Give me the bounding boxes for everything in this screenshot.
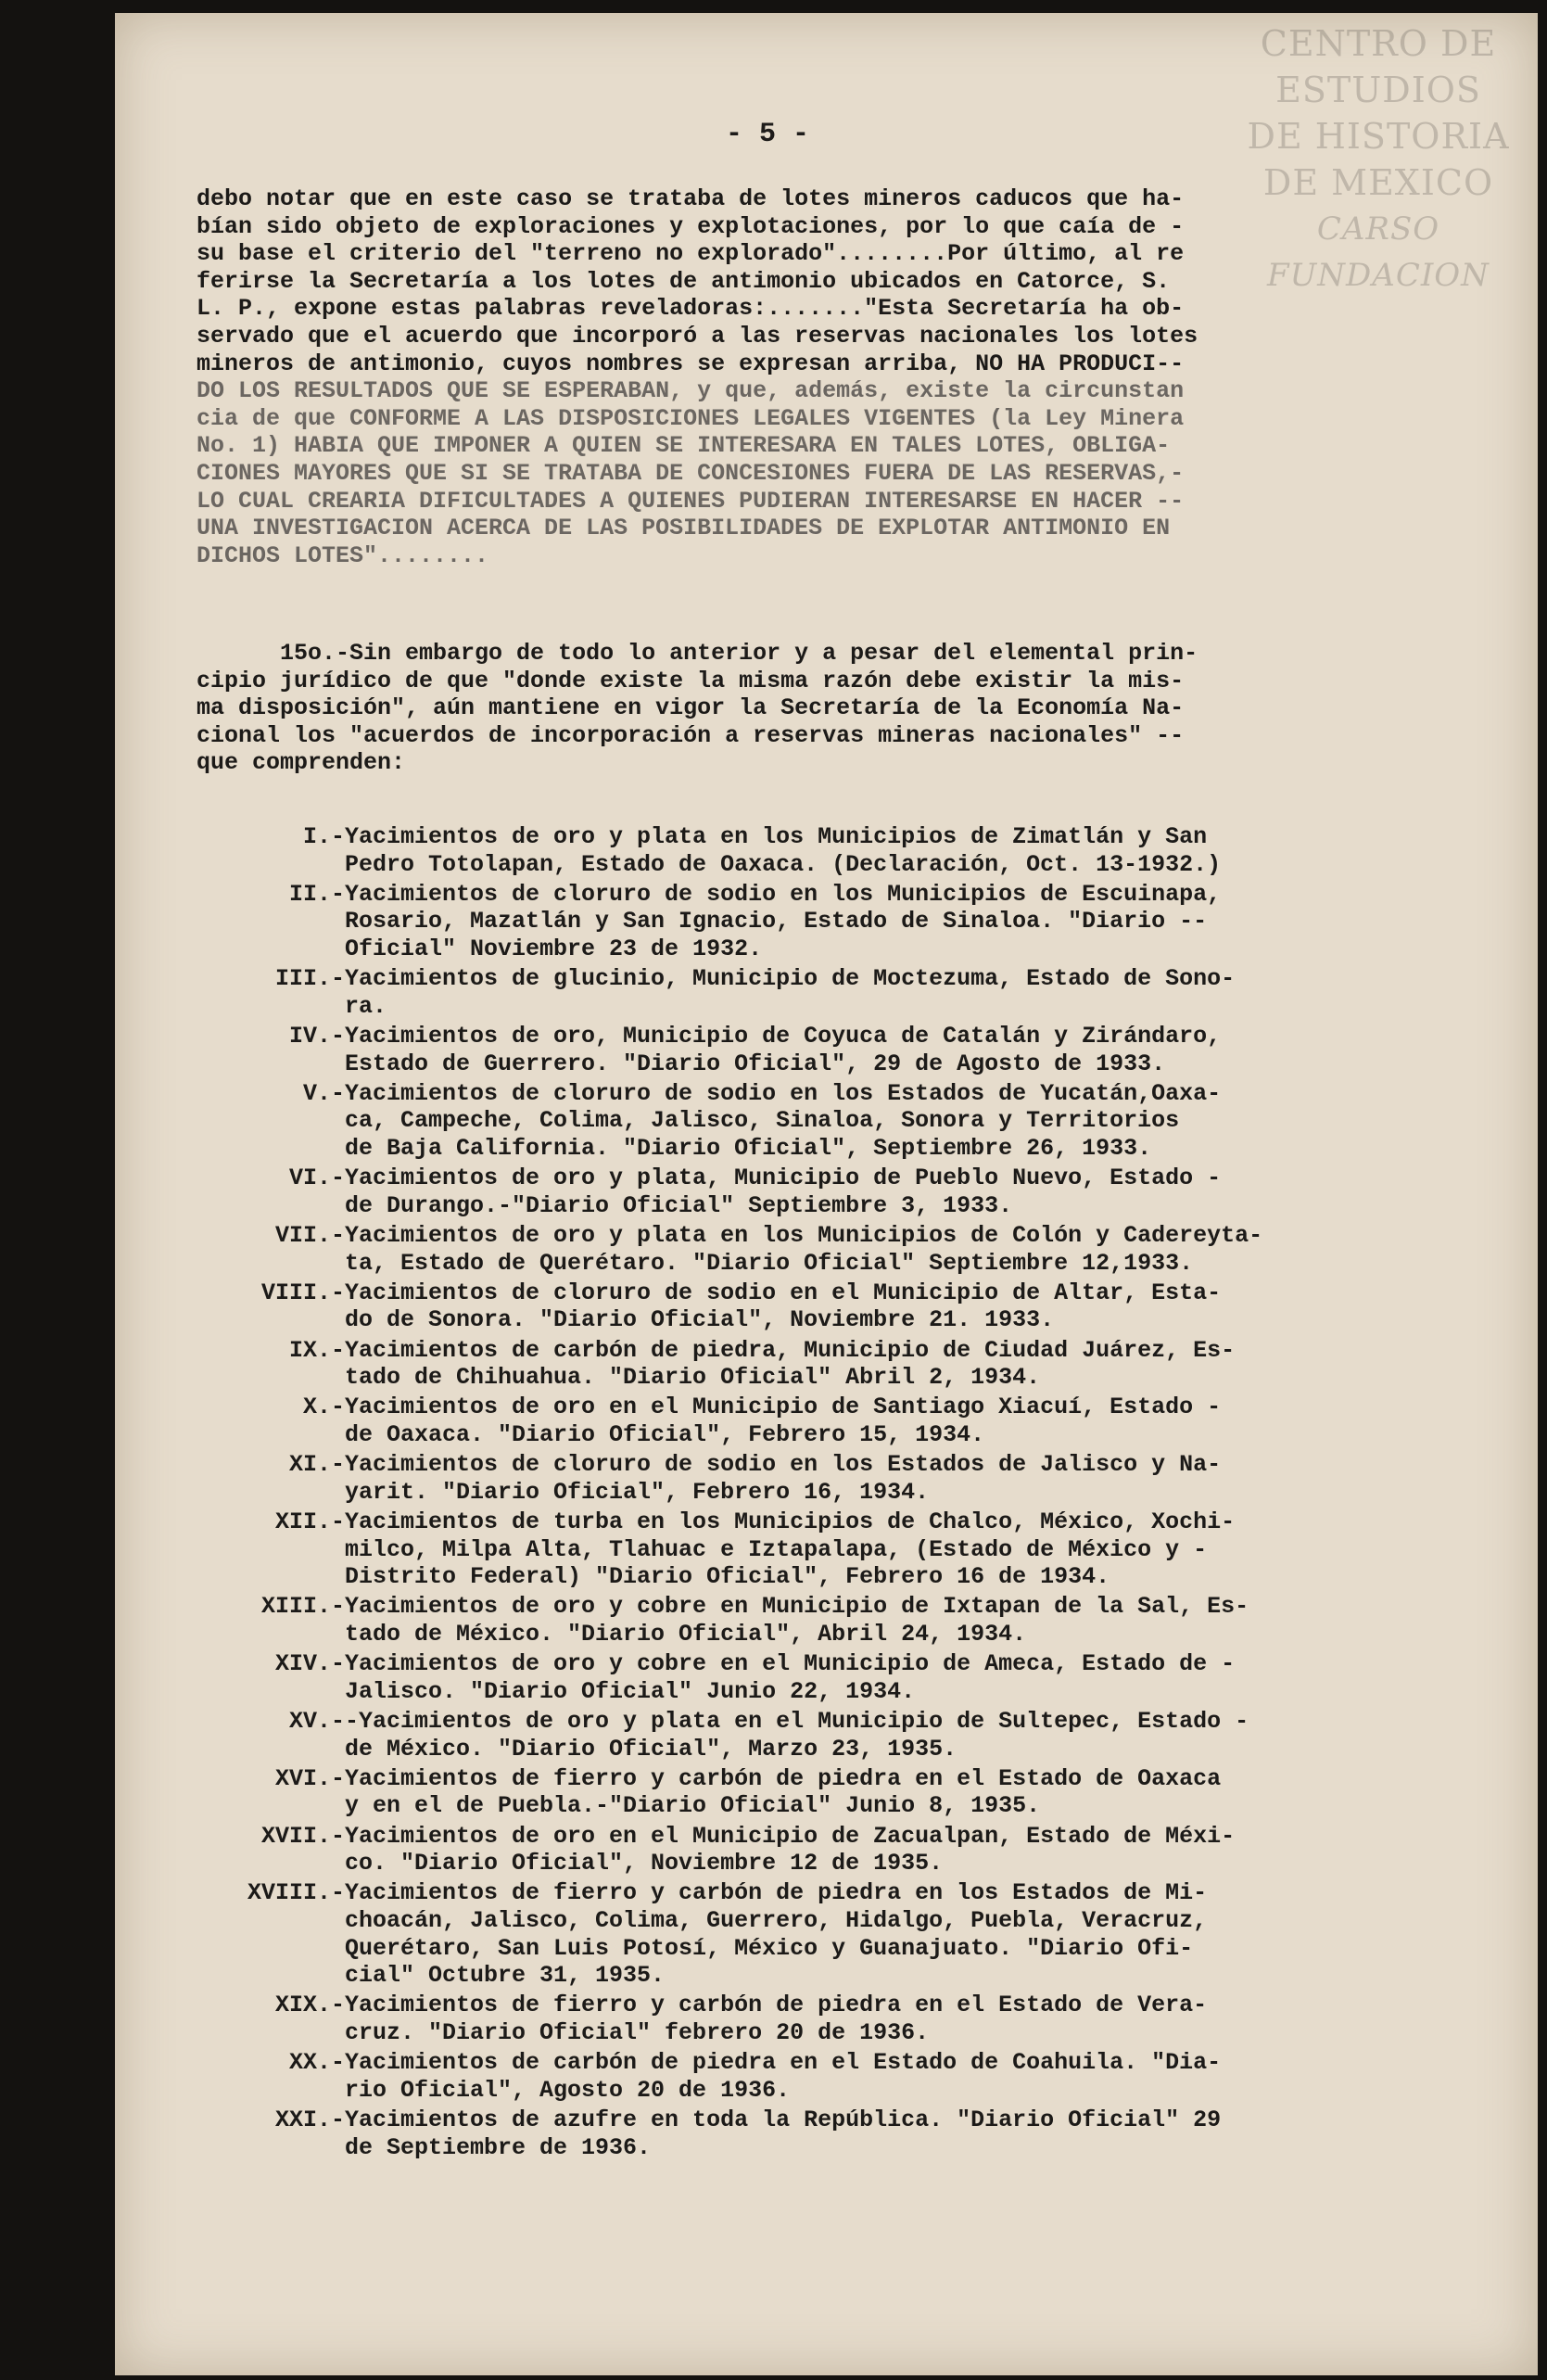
list-item-text: Yacimientos de oro en el Municipio de Santiago Xiacuí, Estado - bbox=[345, 1394, 1222, 1421]
list-item-number: XX.- bbox=[288, 2049, 345, 2077]
list-item-continuation bbox=[0, 1621, 1547, 1648]
list-item-text: de Baja California. "Diario Oficial", Septiembre 26, 1933. bbox=[345, 1134, 1152, 1162]
list-item-text: tado de Chihuahua. "Diario Oficial" Abril 2, 1934. bbox=[345, 1364, 1041, 1392]
list-item-continuation bbox=[0, 1192, 1547, 1220]
list-item-continuation bbox=[0, 1250, 1547, 1278]
list-item bbox=[0, 1823, 1547, 1877]
list-item-number: V.- bbox=[302, 1079, 345, 1107]
text-line: DICHOS LOTES"........ bbox=[197, 541, 489, 569]
page-number: - 5 - bbox=[726, 119, 810, 150]
list-item-text: de Septiembre de 1936. bbox=[345, 2133, 652, 2161]
list-item-text: Yacimientos de turba en los Municipios de Chalco, México, Xochi- bbox=[345, 1508, 1236, 1535]
list-item-text: Distrito Federal) "Diario Oficial", Febrero 16 de 1934. bbox=[345, 1563, 1110, 1591]
list-item-first-line bbox=[0, 1879, 1547, 1907]
list-item bbox=[0, 1080, 1547, 1163]
list-item-text: Yacimientos de cloruro de sodio en el Municipio de Altar, Esta- bbox=[345, 1279, 1222, 1306]
list-item-text: Jalisco. "Diario Oficial" Junio 22, 1934. bbox=[345, 1677, 916, 1705]
list-item-text: rio Oficial", Agosto 20 de 1936. bbox=[345, 2076, 791, 2104]
watermark-line: DE MEXICO bbox=[1262, 162, 1494, 203]
text-line: No. 1) HABIA QUE IMPONER A QUIEN SE INTERESARA EN TALES LOTES, OBLIGA- bbox=[197, 432, 1171, 460]
list-item-text: Yacimientos de oro, Municipio de Coyuca de Catalán y Zirándaro, bbox=[345, 1023, 1222, 1050]
list-item-number: IX.- bbox=[288, 1336, 345, 1364]
text-line: ma disposición", aún mantiene en vigor la Secretaría de la Economía Na- bbox=[197, 694, 1185, 722]
list-item-first-line bbox=[0, 1823, 1547, 1851]
text-line: mineros de antimonio, cuyos nombres se expresan arriba, NO HA PRODUCI-- bbox=[197, 350, 1185, 377]
list-item-first-line bbox=[0, 1593, 1547, 1621]
list-item-number: XVIII.- bbox=[247, 1879, 345, 1907]
list-item-first-line bbox=[0, 823, 1547, 851]
list-item-text: Yacimientos de carbón de piedra, Municipio de Ciudad Juárez, Es- bbox=[345, 1336, 1236, 1364]
list-item-number: I.- bbox=[302, 823, 345, 850]
text-line: DO LOS RESULTADOS QUE SE ESPERABAN, y que, además, existe la circunstan bbox=[197, 377, 1185, 405]
list-item-text: co. "Diario Oficial", Noviembre 12 de 1935. bbox=[345, 1850, 944, 1877]
list-item bbox=[0, 1394, 1547, 1448]
list-item bbox=[0, 2049, 1547, 2104]
list-item bbox=[0, 1337, 1547, 1392]
list-item-text: Oficial" Noviembre 23 de 1932. bbox=[345, 935, 763, 962]
list-item-continuation bbox=[0, 1421, 1547, 1449]
watermark-line: FUNDACION bbox=[1267, 257, 1490, 294]
paragraph-1 bbox=[197, 185, 1198, 569]
list-item-text: cial" Octubre 31, 1935. bbox=[345, 1962, 666, 1990]
list-item-first-line bbox=[0, 2106, 1547, 2134]
list-item-text: Yacimientos de fierro y carbón de piedra en los Estados de Mi- bbox=[345, 1879, 1208, 1907]
list-item-continuation bbox=[0, 1050, 1547, 1078]
text-line: cipio jurídico de que "donde existe la misma razón debe existir la mis- bbox=[197, 667, 1185, 694]
archive-watermark bbox=[1239, 20, 1517, 299]
list-item-number: X.- bbox=[302, 1394, 345, 1421]
list-item-text: Yacimientos de azufre en toda la República. "Diario Oficial" 29 bbox=[345, 2106, 1222, 2133]
list-item-text: do de Sonora. "Diario Oficial", Noviembre 21. 1933. bbox=[345, 1306, 1055, 1334]
list-item-text: de Oaxaca. "Diario Oficial", Febrero 15, 1934. bbox=[345, 1420, 985, 1448]
list-item-text: Yacimientos de glucinio, Municipio de Moctezuma, Estado de Sono- bbox=[345, 965, 1236, 993]
list-item-first-line bbox=[0, 965, 1547, 993]
list-item-first-line bbox=[0, 1337, 1547, 1365]
list-item-continuation bbox=[0, 1479, 1547, 1507]
list-item-text: Yacimientos de cloruro de sodio en los Municipios de Escuinapa, bbox=[345, 880, 1222, 908]
list-item-continuation bbox=[0, 935, 1547, 963]
list-item-first-line bbox=[0, 1023, 1547, 1050]
list-item-number: III.- bbox=[274, 965, 345, 993]
list-item-first-line bbox=[0, 1992, 1547, 2019]
paragraph-2 bbox=[197, 640, 1198, 777]
list-item-continuation bbox=[0, 1306, 1547, 1334]
list-item-first-line bbox=[0, 2049, 1547, 2077]
list-item bbox=[0, 1593, 1547, 1648]
list-item-number: XVII.- bbox=[260, 1822, 345, 1850]
list-item-first-line bbox=[0, 1165, 1547, 1192]
list-item-continuation bbox=[0, 1907, 1547, 1935]
list-item bbox=[0, 1879, 1547, 1989]
list-item-first-line bbox=[0, 1508, 1547, 1536]
list-item-continuation bbox=[0, 1962, 1547, 1990]
list-item-text: Yacimientos de fierro y carbón de piedra en el Estado de Vera- bbox=[345, 1992, 1208, 2019]
list-item bbox=[0, 881, 1547, 963]
list-item-number: XXI.- bbox=[274, 2106, 345, 2133]
list-item-text: Yacimientos de oro y cobre en Municipio de Ixtapan de la Sal, Es- bbox=[345, 1593, 1249, 1621]
text-line: bían sido objeto de exploraciones y explotaciones, por lo que caía de - bbox=[197, 212, 1185, 240]
list-item bbox=[0, 1279, 1547, 1334]
list-item-continuation bbox=[0, 1678, 1547, 1706]
list-item-first-line bbox=[0, 1650, 1547, 1678]
list-item-text: -Yacimientos de oro y plata en el Municipio de Sultepec, Estado - bbox=[345, 1708, 1249, 1735]
list-item-text: ra. bbox=[345, 992, 387, 1020]
list-item bbox=[0, 965, 1547, 1020]
list-item bbox=[0, 1451, 1547, 1506]
list-item-continuation bbox=[0, 1536, 1547, 1564]
watermark-line: DE HISTORIA bbox=[1247, 116, 1510, 157]
list-item-continuation bbox=[0, 908, 1547, 935]
list-item-text: Yacimientos de cloruro de sodio en los Estados de Jalisco y Na- bbox=[345, 1451, 1222, 1479]
list-item-first-line bbox=[0, 1451, 1547, 1479]
list-item-number: VIII.- bbox=[260, 1279, 345, 1306]
list-item-first-line bbox=[0, 1222, 1547, 1250]
list-item-continuation bbox=[0, 851, 1547, 879]
watermark-line: CENTRO DE bbox=[1260, 23, 1497, 64]
list-item-number: XIV.- bbox=[274, 1650, 345, 1678]
text-line: LO CUAL CREARIA DIFICULTADES A QUIENES PUDIERAN INTERESARSE EN HACER -- bbox=[197, 487, 1185, 515]
list-item-number: XVI.- bbox=[274, 1764, 345, 1792]
list-item-text: Yacimientos de fierro y carbón de piedra en el Estado de Oaxaca bbox=[345, 1764, 1222, 1792]
text-line: servado que el acuerdo que incorporó a las reservas nacionales los lotes bbox=[197, 322, 1198, 350]
list-item-text: Pedro Totolapan, Estado de Oaxaca. (Declaración, Oct. 13-1932.) bbox=[345, 850, 1222, 878]
list-item-text: ta, Estado de Querétaro. "Diario Oficial" Septiembre 12,1933. bbox=[345, 1249, 1194, 1277]
list-item-number: VI.- bbox=[288, 1165, 345, 1192]
list-item-text: Yacimientos de carbón de piedra en el Estado de Coahuila. "Dia- bbox=[345, 2049, 1222, 2077]
list-item-continuation bbox=[0, 1935, 1547, 1963]
list-item-text: y en el de Puebla.-"Diario Oficial" Junio 8, 1935. bbox=[345, 1792, 1041, 1820]
list-item-number: II.- bbox=[288, 880, 345, 908]
watermark-line: ESTUDIOS bbox=[1275, 70, 1481, 110]
list-item-continuation bbox=[0, 1736, 1547, 1763]
list-item bbox=[0, 1992, 1547, 2046]
list-item-text: Estado de Guerrero. "Diario Oficial", 29 de Agosto de 1933. bbox=[345, 1050, 1166, 1077]
text-line: ferirse la Secretaría a los lotes de antimonio ubicados en Catorce, S. bbox=[197, 267, 1171, 295]
list-item-first-line bbox=[0, 1708, 1547, 1736]
text-line: que comprenden: bbox=[197, 749, 406, 777]
list-item bbox=[0, 1222, 1547, 1277]
list-item-text: Yacimientos de oro y plata, Municipio de Pueblo Nuevo, Estado - bbox=[345, 1165, 1222, 1192]
list-item-text: Rosario, Mazatlán y San Ignacio, Estado de Sinaloa. "Diario -- bbox=[345, 908, 1208, 935]
list-item-text: de México. "Diario Oficial", Marzo 23, 1935. bbox=[345, 1735, 957, 1763]
list-item-continuation bbox=[0, 993, 1547, 1021]
list-item bbox=[0, 1023, 1547, 1077]
list-item-text: Yacimientos de oro en el Municipio de Zacualpan, Estado de Méxi- bbox=[345, 1822, 1236, 1850]
list-item-text: Yacimientos de oro y plata en los Municipios de Colón y Cadereyta- bbox=[345, 1222, 1263, 1249]
list-item-continuation bbox=[0, 1364, 1547, 1392]
list-item-text: Querétaro, San Luis Potosí, México y Guanajuato. "Diario Ofi- bbox=[345, 1934, 1194, 1962]
text-line: 15o.-Sin embargo de todo lo anterior y a pesar del elemental prin- bbox=[197, 640, 1198, 667]
text-line: debo notar que en este caso se trataba de lotes mineros caducos que ha- bbox=[197, 185, 1185, 212]
list-item-continuation bbox=[0, 1135, 1547, 1163]
text-line: su base el criterio del "terreno no explorado"........Por último, al re bbox=[197, 240, 1185, 268]
list-item bbox=[0, 1708, 1547, 1763]
list-item-continuation bbox=[0, 1107, 1547, 1135]
list-item bbox=[0, 1508, 1547, 1591]
list-item-first-line bbox=[0, 881, 1547, 909]
text-line: cional los "acuerdos de incorporación a reservas mineras nacionales" -- bbox=[197, 721, 1185, 749]
list-item bbox=[0, 1650, 1547, 1705]
list-item-text: de Durango.-"Diario Oficial" Septiembre 3, 1933. bbox=[345, 1191, 1013, 1219]
list-item-number: XIX.- bbox=[274, 1992, 345, 2019]
list-item-number: IV.- bbox=[288, 1023, 345, 1050]
list-item-first-line bbox=[0, 1765, 1547, 1793]
list-item-number: VII.- bbox=[274, 1222, 345, 1249]
text-line: CIONES MAYORES QUE SI SE TRATABA DE CONCESIONES FUERA DE LAS RESERVAS,- bbox=[197, 459, 1185, 487]
text-line: cia de que CONFORME A LAS DISPOSICIONES LEGALES VIGENTES (la Ley Minera bbox=[197, 404, 1185, 432]
list-item-text: choacán, Jalisco, Colima, Guerrero, Hidalgo, Puebla, Veracruz, bbox=[345, 1906, 1208, 1934]
list-item-continuation bbox=[0, 1563, 1547, 1591]
list-item-number: XII.- bbox=[274, 1508, 345, 1535]
watermark-line: CARSO bbox=[1316, 210, 1440, 248]
list-item-text: yarit. "Diario Oficial", Febrero 16, 1934. bbox=[345, 1478, 930, 1506]
list-item-continuation bbox=[0, 1850, 1547, 1877]
list-item-first-line bbox=[0, 1394, 1547, 1421]
list-item-number: XIII.- bbox=[260, 1593, 345, 1621]
list-item-number: XI.- bbox=[288, 1451, 345, 1479]
list-item-text: Yacimientos de oro y plata en los Municipios de Zimatlán y San bbox=[345, 823, 1208, 850]
list-item-text: Yacimientos de cloruro de sodio en los Estados de Yucatán,Oaxa- bbox=[345, 1079, 1222, 1107]
list-item-continuation bbox=[0, 1792, 1547, 1820]
text-line: UNA INVESTIGACION ACERCA DE LAS POSIBILIDADES DE EXPLOTAR ANTIMONIO EN bbox=[197, 515, 1171, 542]
list-item bbox=[0, 1765, 1547, 1820]
list-item-continuation bbox=[0, 2019, 1547, 2047]
list-item-text: tado de México. "Diario Oficial", Abril 24, 1934. bbox=[345, 1620, 1027, 1648]
list-item bbox=[0, 2106, 1547, 2161]
list-item bbox=[0, 823, 1547, 878]
list-item-continuation bbox=[0, 2134, 1547, 2162]
list-item bbox=[0, 1165, 1547, 1219]
list-item-first-line bbox=[0, 1279, 1547, 1307]
list-item-text: ca, Campeche, Colima, Jalisco, Sinaloa, Sonora y Territorios bbox=[345, 1107, 1180, 1135]
list-item-first-line bbox=[0, 1080, 1547, 1108]
list-item-text: Yacimientos de oro y cobre en el Municipio de Ameca, Estado de - bbox=[345, 1650, 1236, 1678]
list-item-continuation bbox=[0, 2077, 1547, 2105]
list-item-text: cruz. "Diario Oficial" febrero 20 de 1936. bbox=[345, 2018, 930, 2046]
list-item-text: milco, Milpa Alta, Tlahuac e Iztapalapa, (Estado de México y - bbox=[345, 1535, 1208, 1563]
text-line: L. P., expone estas palabras reveladoras:......."Esta Secretaría ha ob- bbox=[197, 295, 1185, 323]
list-item-number: XV.- bbox=[288, 1708, 345, 1735]
